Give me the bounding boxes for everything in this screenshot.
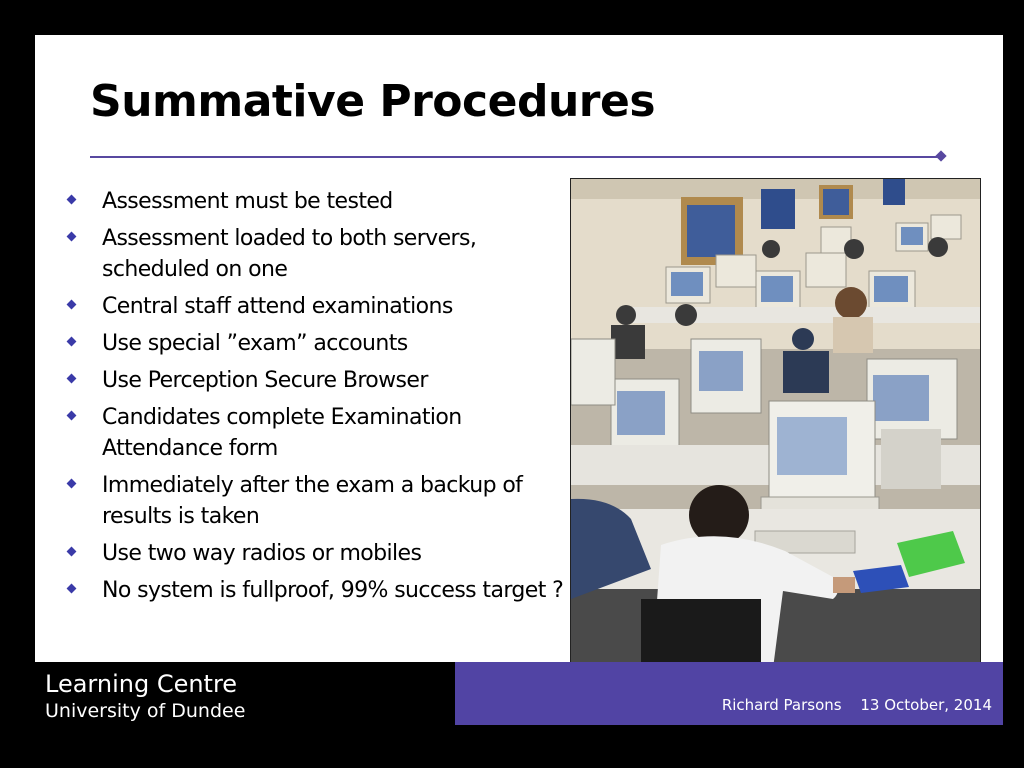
- org-university: University of Dundee: [45, 700, 246, 722]
- bullet-list: [68, 186, 568, 612]
- computer-lab-photo: [570, 178, 981, 685]
- org-name: Learning Centre: [45, 670, 238, 698]
- list-item: Central staff attend examinations: [68, 291, 568, 322]
- list-item: Candidates complete Examination Attendance form: [68, 402, 568, 464]
- list-item: Use two way radios or mobiles: [68, 538, 568, 569]
- slide-title: Summative Procedures: [90, 76, 656, 127]
- diamond-bullet-icon: [67, 300, 77, 310]
- footer-meta: [722, 696, 992, 714]
- footer-organization: [45, 670, 245, 724]
- diamond-bullet-icon: [67, 195, 77, 205]
- diamond-bullet-icon: [67, 584, 77, 594]
- list-item: Use Perception Secure Browser: [68, 365, 568, 396]
- list-item: No system is fullproof, 99% success target ?: [68, 575, 568, 606]
- diamond-bullet-icon: [67, 547, 77, 557]
- author-name: Richard Parsons: [721, 696, 842, 714]
- diamond-bullet-icon: [67, 411, 77, 421]
- list-item: Assessment must be tested: [68, 186, 568, 217]
- diamond-bullet-icon: [67, 374, 77, 384]
- photo-illustration: [571, 179, 980, 684]
- footer-band: [455, 662, 1003, 725]
- list-item: Use special ”exam” accounts: [68, 328, 568, 359]
- list-item: Immediately after the exam a backup of results is taken: [68, 470, 568, 532]
- list-item: Assessment loaded to both servers, scheduled on one: [68, 223, 568, 285]
- slide-date: 13 October, 2014: [860, 696, 992, 714]
- diamond-bullet-icon: [67, 479, 77, 489]
- diamond-bullet-icon: [67, 337, 77, 347]
- title-rule: [90, 156, 940, 158]
- diamond-bullet-icon: [67, 232, 77, 242]
